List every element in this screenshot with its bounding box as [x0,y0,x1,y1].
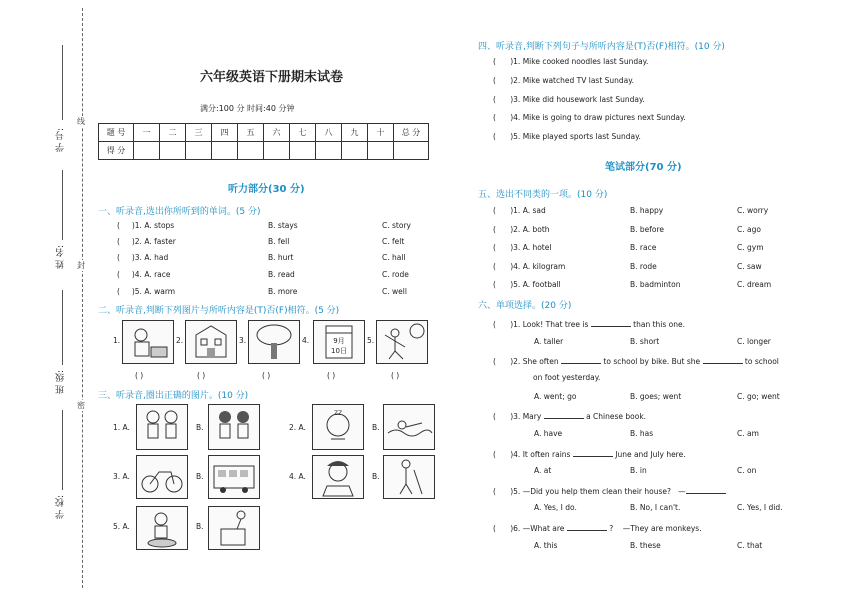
pic-number: 5. [367,336,375,345]
section3-title: 三、听录音,圈出正确的图片。(10 分) [98,391,249,401]
score-input-cell[interactable] [238,142,264,160]
section4-q2: ( )2. Mike watched TV last Sunday. [493,76,635,85]
pic-number: 2. [176,336,184,345]
calendar-day: 10日 [331,347,347,355]
section6-q1: ( )1. Look! That tree is than this one. [493,320,686,329]
score-cell: 九 [342,124,368,142]
student-name-label: 姓 名: [56,245,66,269]
section4-q5: ( )5. Mike played sports last Sunday. [493,132,641,141]
answer-blank[interactable] [561,355,601,364]
picture-clock-exercise [376,320,428,364]
answer-paren[interactable]: ( ) [197,371,206,380]
section4-q1: ( )1. Mike cooked noodles last Sunday. [493,57,649,66]
section5-q3: ( )3. A. hotel [493,243,552,252]
section1-q5-b: B. more [268,287,298,296]
score-input-cell[interactable] [394,142,429,160]
section5-q2: ( )2. A. both [493,225,550,234]
pic-label: B. [372,472,380,481]
pic-label: B. [372,423,380,432]
picture-girl-washing[interactable] [136,506,188,550]
score-cell: 二 [160,124,186,142]
option-b: B. short [630,337,660,346]
pic-label: 3. A. [113,472,130,481]
picture-nurse[interactable] [312,455,364,499]
student-name-field[interactable] [62,170,63,240]
section5-title: 五、选出不同类的一项。(10 分) [478,190,608,200]
school-field[interactable] [62,410,63,490]
section5-q5-b: B. badminton [630,280,681,289]
svg-text:ZZ: ZZ [333,410,343,417]
class-field[interactable] [62,290,63,365]
section1-q2-b: B. fell [268,237,290,246]
class-label: 班 级: [56,370,66,394]
picture-sweeping[interactable] [383,455,435,499]
option-a: A. have [534,429,563,438]
pic-label: B. [196,423,204,432]
score-cell: 七 [290,124,316,142]
picture-calendar [313,320,365,364]
section5-q1-c: C. worry [737,206,769,215]
score-cell: 五 [238,124,264,142]
school-label: 学 校: [56,495,66,519]
score-input-cell[interactable] [342,142,368,160]
section6-title: 六、单项选择。(20 分) [478,301,572,311]
option-b: B. has [630,429,654,438]
pic-label: 2. A. [289,423,306,432]
picture-building [185,320,237,364]
picture-swimming[interactable] [383,404,435,450]
picture-bus[interactable] [208,455,260,499]
section1-q3: ( )3. A. had [117,253,169,262]
option-c: C. on [737,466,757,475]
option-b: B. No, I can't. [630,503,681,512]
section2-title: 二、听录音,判断下列图片与所听内容是(T)否(F)相符。(5 分) [98,306,340,316]
section4-q3: ( )3. Mike did housework last Sunday. [493,95,645,104]
answer-paren[interactable]: ( ) [262,371,271,380]
option-c: C. am [737,429,759,438]
section1-q3-b: B. hurt [268,253,294,262]
answer-paren[interactable]: ( ) [135,371,144,380]
score-cell: 一 [134,124,160,142]
calendar-month: 9月 [333,337,345,345]
score-table [98,123,429,160]
section5-q2-c: C. ago [737,225,761,234]
score-cell: 得 分 [99,142,134,160]
section1-q1-c: C. story [382,221,411,230]
answer-blank[interactable] [567,522,607,531]
section1-q4-b: B. read [268,270,295,279]
score-input-cell[interactable] [186,142,212,160]
section6-q3: ( )3. Mary a Chinese book. [493,412,647,421]
picture-cleaning-box[interactable] [208,506,260,550]
score-input-cell[interactable] [316,142,342,160]
section6-q4: ( )4. It often rains June and July here. [493,450,686,459]
exam-title: 六年级英语下册期末试卷 [200,70,344,85]
section1-q2-c: C. felt [382,237,405,246]
section6-q2-cont: on foot yesterday. [533,373,601,382]
section5-q3-b: B. race [630,243,657,252]
score-table-header-row [99,124,429,142]
student-number-field[interactable] [62,45,63,120]
picture-tree [248,320,300,364]
option-c: C. longer [737,337,771,346]
score-cell: 三 [186,124,212,142]
option-a: A. at [534,466,552,475]
section1-q3-c: C. hall [382,253,406,262]
pic-number: 4. [302,336,310,345]
option-c: C. Yes, I did. [737,503,783,512]
score-cell: 题 号 [99,124,134,142]
binding-mark-xian: 线 [77,117,85,126]
pic-label: 4. A. [289,472,306,481]
binding-mark-mi: 密 [77,401,85,410]
score-input-cell[interactable] [264,142,290,160]
section1-q2: ( )2. A. faster [117,237,176,246]
score-cell: 总 分 [394,124,429,142]
section5-q4: ( )4. A. kilogram [493,262,566,271]
section1-q1-b: B. stays [268,221,298,230]
answer-blank[interactable] [544,410,584,419]
option-a: A. this [534,541,558,550]
picture-bicycle[interactable] [136,455,188,499]
binding-mark-feng: 封 [77,261,85,270]
section5-q2-b: B. before [630,225,665,234]
exam-meta: 满分:100 分 时间:40 分钟 [200,104,295,113]
score-input-cell[interactable] [212,142,238,160]
answer-paren[interactable]: ( ) [391,371,400,380]
listening-part-title: 听力部分(30 分) [228,184,305,195]
section5-q4-b: B. rode [630,262,657,271]
score-cell: 六 [264,124,290,142]
pic-number: 3. [239,336,247,345]
binding-dashed-line [82,8,83,588]
picture-two-girls[interactable] [208,404,260,450]
score-cell: 八 [316,124,342,142]
option-a: A. taller [534,337,564,346]
section6-q2: ( )2. She often to school by bike. But she to school [493,357,779,366]
score-input-cell[interactable] [290,142,316,160]
option-a: A. Yes, I do. [534,503,577,512]
answer-paren[interactable]: ( ) [327,371,336,380]
section5-q5-c: C. dream [737,280,772,289]
section4-title: 四、听录音,判断下列句子与所听内容是(T)否(F)相符。(10 分) [478,42,725,52]
section5-q4-c: C. saw [737,262,762,271]
pic-label: 5. A. [113,522,130,531]
pic-number: 1. [113,336,121,345]
score-table-score-row [99,142,429,160]
option-b: B. goes; went [630,392,682,401]
answer-blank[interactable] [686,485,726,494]
pic-label: B. [196,472,204,481]
score-input-cell[interactable] [134,142,160,160]
section6-q6: ( )6. —What are ? —They are monkeys. [493,524,702,533]
section1-q5: ( )5. A. warm [117,287,176,296]
section4-q4: ( )4. Mike is going to draw pictures next Sunday. [493,113,686,122]
option-c: C. go; went [737,392,780,401]
section1-q4-c: C. rode [382,270,409,279]
student-number-label: 学 号: [56,128,66,152]
section5-q5: ( )5. A. football [493,280,561,289]
option-b: B. in [630,466,647,475]
answer-blank[interactable] [573,448,613,457]
section5-q1-b: B. happy [630,206,664,215]
pic-label: B. [196,522,204,531]
section1-q1: ( )1. A. stops [117,221,175,230]
section5-q1: ( )1. A. sad [493,206,546,215]
section6-q5: ( )5. —Did you help them clean their house? — [493,485,726,496]
pic-label: 1. A. [113,423,130,432]
score-input-cell[interactable] [368,142,394,160]
picture-sick-boy[interactable] [312,404,364,450]
option-c: C. that [737,541,763,550]
picture-girl-reading [122,320,174,364]
answer-blank[interactable] [703,355,743,364]
section1-q4: ( )4. A. race [117,270,171,279]
answer-blank[interactable] [591,318,631,327]
section5-q3-c: C. gym [737,243,764,252]
score-input-cell[interactable] [160,142,186,160]
section1-title: 一、听录音,选出你所听到的单词。(5 分) [98,207,261,217]
option-b: B. these [630,541,661,550]
picture-two-kids[interactable] [136,404,188,450]
score-cell: 十 [368,124,394,142]
option-a: A. went; go [534,392,577,401]
section1-q5-c: C. well [382,287,407,296]
score-cell: 四 [212,124,238,142]
writing-part-title: 笔试部分(70 分) [605,162,682,173]
